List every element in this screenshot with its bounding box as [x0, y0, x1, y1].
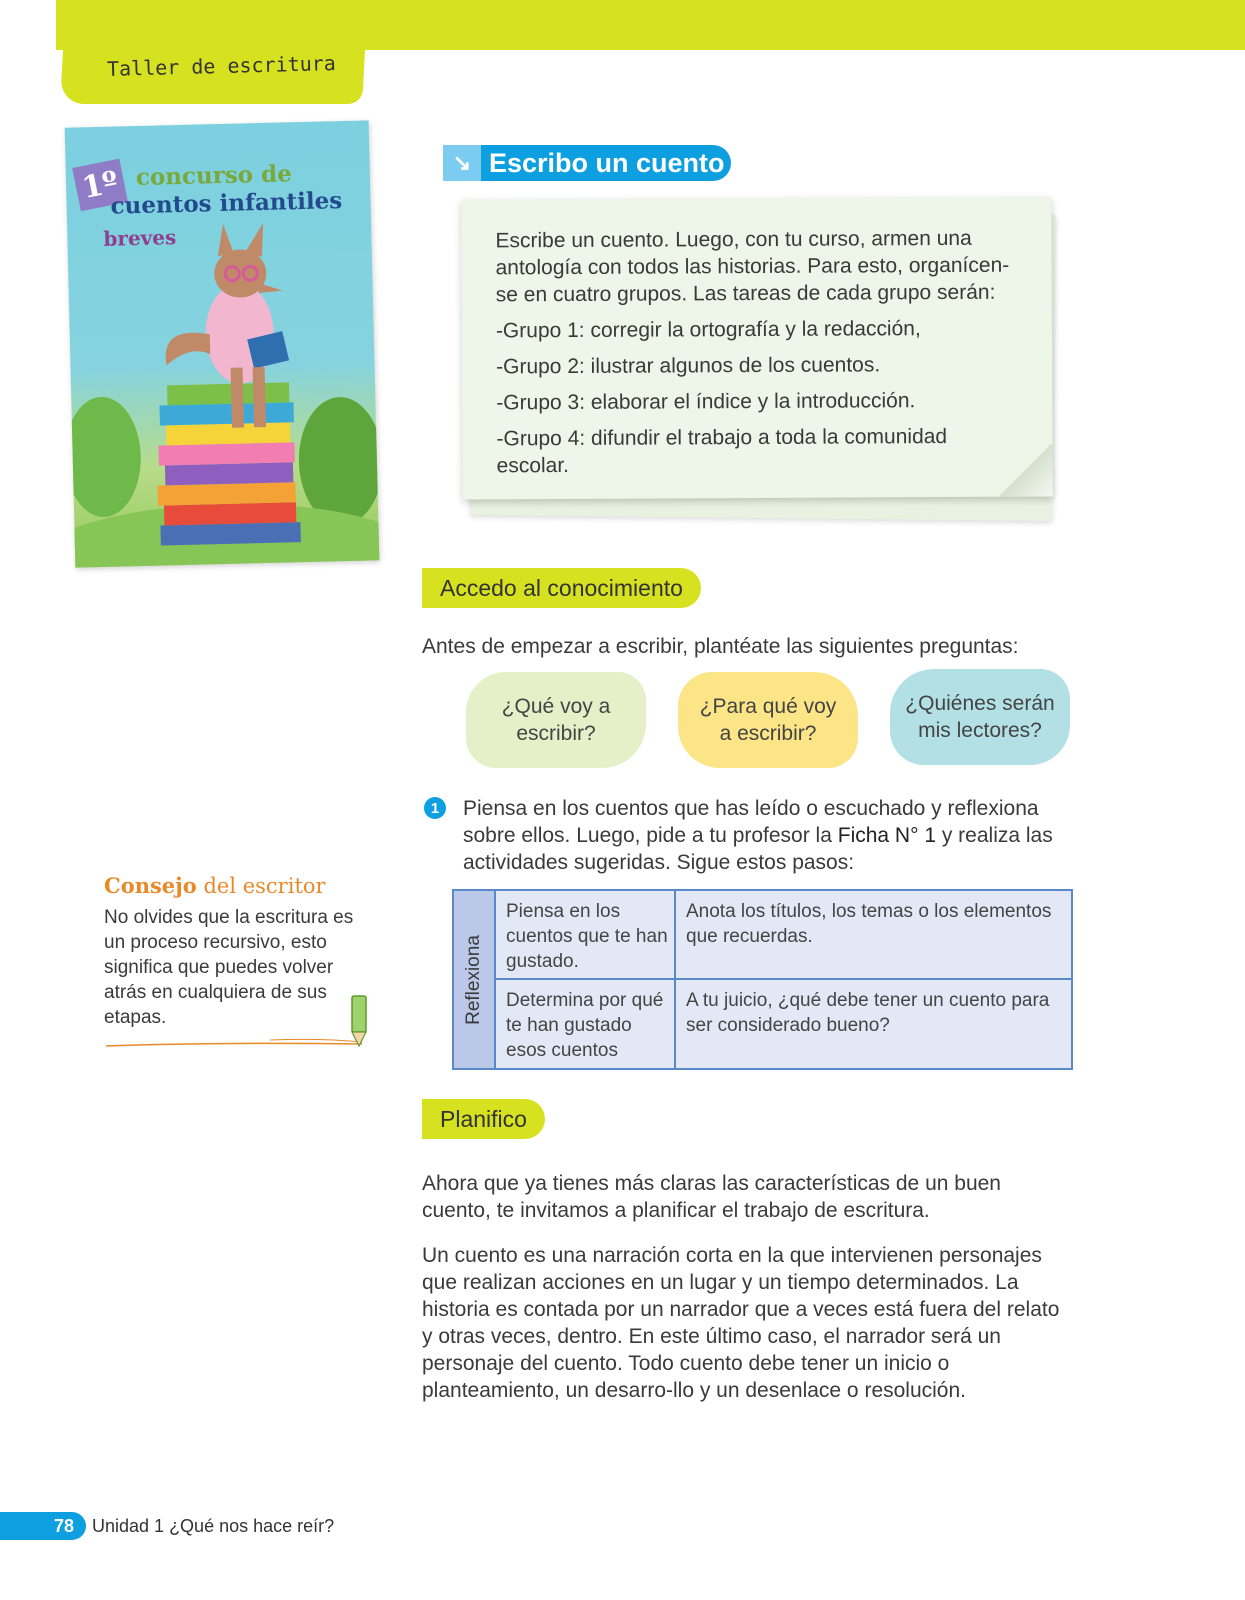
table-side-header — [454, 891, 496, 1068]
question-text-2: ¿Para qué voy a escribir? — [699, 695, 837, 745]
activity-number: 1 — [424, 797, 446, 819]
table-row-2-step: Determina por qué te han gustado esos cuentos — [506, 990, 664, 1061]
heading-planifico: Planifico — [422, 1099, 545, 1139]
table-divider-horizontal — [494, 978, 1071, 980]
planifico-paragraph-1: Ahora que ya tienes más claras las características de un buen cuento, te invitamos a planificar el trabajo de escritura. — [422, 1172, 1001, 1222]
note-intro: Escribe un cuento. Luego, con tu curso, armen una antología con todos las historias. Para esto, organícen-se en cuatro grupos. Las tareas de cada grupo serán: — [495, 226, 1010, 307]
note-group-3: -Grupo 3: elaborar el índice y la introducción. — [496, 389, 916, 415]
arrow-down-right-icon: ↘ — [443, 145, 481, 181]
section-label: Taller de escritura — [106, 51, 337, 81]
activity-text — [463, 795, 1053, 876]
question-text-1: ¿Qué voy a escribir? — [501, 695, 611, 745]
page-title-text: Escribo un cuento — [489, 147, 725, 178]
poster-title-line3: breves — [103, 225, 177, 251]
table-row-1-action: Anota los títulos, los temas o los elementos que recuerdas. — [686, 901, 1052, 947]
poster-badge: 1º — [72, 159, 128, 212]
tip-title-rest: del escritor — [196, 874, 326, 898]
tip-title — [104, 873, 326, 898]
poster-title-line1: concurso de — [135, 160, 293, 192]
page-number: 78 — [0, 1512, 86, 1540]
footer-unit-label: Unidad 1 — [92, 1516, 165, 1536]
poster-title-line2: cuentos infantiles — [110, 187, 343, 220]
planifico-paragraph-2: Un cuento es una narración corta en la que intervienen personajes que realizan acciones en un lugar y un tiempo determinados. La historia es contada por un narrador que a veces está fuera del relato y otras veces, dentro. En este último caso, el narrador será un personaje del cuento. Todo cuento debe tener un inicio o planteamiento, un desarro-llo y un desenlace o resolución. — [422, 1244, 1060, 1402]
note-group-2: -Grupo 2: ilustrar algunos de los cuentos. — [496, 353, 881, 379]
tip-body: No olvides que la escritura es un proceso recursivo, esto significa que puedes volver atrás en cualquiera de sus etapas. — [104, 907, 354, 1028]
question-bubble-1 — [466, 672, 646, 768]
assignment-note — [461, 196, 1053, 499]
table-side-label: Reflexiona — [463, 934, 484, 1025]
contest-poster-image — [65, 120, 380, 567]
question-text-3: ¿Quiénes serán mis lectores? — [905, 692, 1055, 742]
footer-unit-title: ¿Qué nos hace reír? — [164, 1516, 335, 1536]
tip-title-bold: Consejo — [104, 873, 197, 898]
activity-text-before: Piensa en los cuentos que has leído o escuchado y reflexiona sobre ellos. Luego, pide a tu profesor la — [463, 797, 1039, 847]
note-group-1: -Grupo 1: corregir la ortografía y la redacción, — [495, 317, 921, 343]
table-row-2-action: A tu juicio, ¿qué debe tener un cuento para ser considerado bueno? — [686, 990, 1050, 1036]
accedo-intro: Antes de empezar a escribir, plantéate las siguientes preguntas: — [422, 635, 1019, 658]
note-group-4: -Grupo 4: difundir el trabajo a toda la comunidad escolar. — [496, 425, 948, 478]
question-bubble-2 — [678, 672, 858, 768]
table-row-1-step: Piensa en los cuentos que te han gustado. — [506, 901, 668, 972]
page-curl — [997, 444, 1053, 496]
activity-ficha: Ficha N° 1 — [837, 824, 937, 847]
heading-accedo: Accedo al conocimiento — [422, 568, 701, 608]
note-body — [495, 225, 1016, 489]
pencil-icon — [100, 990, 374, 1054]
page-title — [443, 145, 731, 181]
footer-unit — [92, 1516, 334, 1537]
question-bubble-3 — [890, 669, 1070, 765]
activity-text-after: y realiza las actividades sugeridas. Sigue estos pasos: — [463, 824, 1053, 874]
reflection-table — [452, 889, 1073, 1070]
